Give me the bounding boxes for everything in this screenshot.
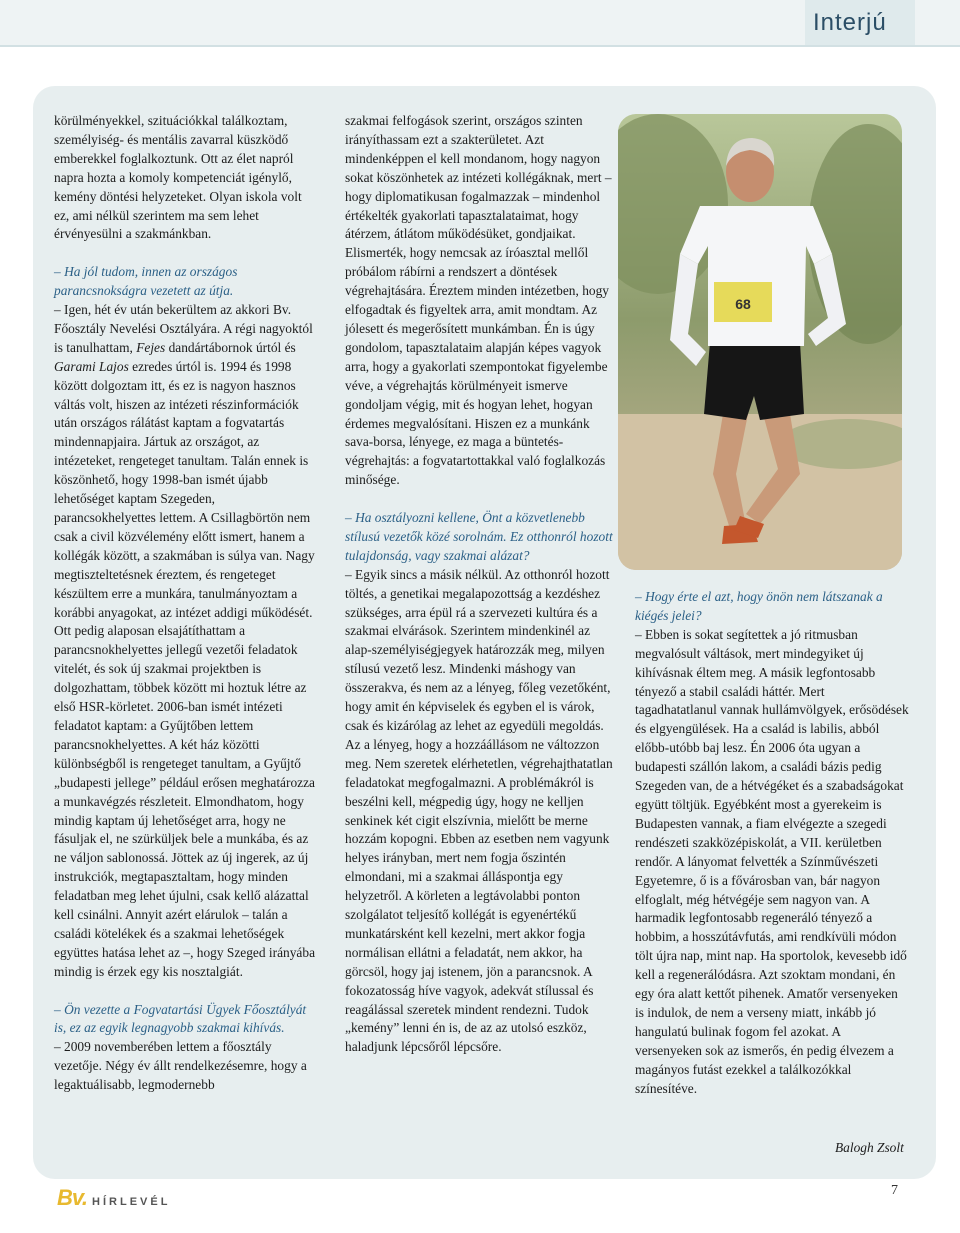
interview-question: – Ha osztályozni kellene, Önt a közvetlenebb stílusú vezetők közé sorolnám. Ez otthonról hozott tulajdonság, vagy szakmai alázat? bbox=[345, 510, 613, 563]
runner-photo bbox=[618, 114, 902, 570]
left-text-column bbox=[54, 112, 316, 1095]
section-label: Interjú bbox=[813, 9, 887, 36]
page-number: 7 bbox=[891, 1183, 898, 1198]
right-text-column bbox=[635, 588, 909, 1098]
bv-hirlevel-logo bbox=[57, 1185, 170, 1209]
interview-answer: – 2009 novemberében lettem a főosztály vezetője. Négy év állt rendelkezésemre, hogy a legaktuálisabb, legmodernebb bbox=[54, 1039, 307, 1093]
logo-mark: Bv. bbox=[57, 1185, 88, 1210]
middle-text-column bbox=[345, 112, 617, 1057]
paragraph: körülményekkel, szituációkkal találkoztam, személyiség- és mentális zavarral küszködő emberekkel foglalkoztunk. Ott az élet napról napra hozta a komoly kompetenciát igénylő, kemény döntési helyzeteket. Olyan iskola volt ez, ami nélkül szerintem ma sem lehet érvényesülni a szakmánkban. bbox=[54, 113, 302, 242]
bib-number: 68 bbox=[735, 296, 751, 312]
paragraph: szakmai felfogások szerint, országos szinten irányíthassam ezt a szakterületet. Azt mindenképpen el kell mondanom, hogy nagyon sokat köszönhetek az intézeti kollégáknak, mert – hogy diplomatikusan fogalmazzak – mindenhol értékelték gyakorlati tapasztalataimat, hogy átérzem, átlátom működésüket, gondjaikat. Elismerték, hogy nemcsak az íróasztal mellől próbálom rábírni a rendszert a döntések végrehajtására. Éreztem minden intézetben, hogy elfogadtak és figyeltek arra, amit mondtam. Az jólesett és megerősített munkámban. Én is úgy gondolom, tapasztalataim alapján képes vagyok arra, hogy a gyakorlati szempontokat figyelembe véve, a végrehajtás körülményeit ismerve gondoljam végig, mit és hogyan lehet, hogyan érdemes megvalósítani. Hiszen ez a munkánk sava-borsa, lényege, ez maga a büntetés-végrehajtás: a fogvatartottakkal való foglalkozás minősége. bbox=[345, 113, 612, 488]
interview-answer: – Egyik sincs a másik nélkül. Az otthonról hozott töltés, a genetikai megalapozottság a kezdéshez szükséges, arra épül rá a szervezeti kultúra és a szakmai elvárások. Szerintem mindenkinél az alap-személyiségjegyek határozzák meg, milyen stílusú vezető lesz. Mindenki máshogy van összerakva, és nem az a lényeg, főleg vezetőként, hogy amit én képviselek és egyben el is várok, csak és kizárólag az lehet az egyedüli megoldás. Az a lényeg, hogy a hozzáállásom ne változzon meg. Nem szeretek elérhetetlen, végrehajthatatlan feladatokat megfogalmazni. A problémákról is beszélni kell, mégpedig úgy, hogy ne kelljen senkinek két cigit elszívnia, mielőtt be merne hozzám kopogni. Ebben az esetben nem vagyunk helyes irányban, mert nem fogja őszintén elmondani, mi a szakmai álláspontja egy helyzetről. A körleten a legtávolabbi ponton szolgálatot teljesítő kollégát is egyenértékű munkatársként kell kezelni, mert akkor fogja normálisan ellátni a feladatát, nem akkor, ha görcsöl, hogy jaj istenem, jön a parancsnok. A fokozatosság híve vagyok, adekvát stílussal és reagálással szeretek mindent rendezni. Tudok „kemény” lenni én is, de az az utolsó eszköz, haladjunk lépcsőről lépcsőre. bbox=[345, 566, 613, 1055]
interview-question: – Hogy érte el azt, hogy önön nem látszanak a kiégés jelei? bbox=[635, 589, 883, 623]
header-rule bbox=[0, 45, 960, 47]
interview-answer: – Igen, hét év után bekerültem az akkori Bv. Főosztály Nevelési Osztályára. A régi nagyoktól is tanulhattam, Fejes dandártábornok úrtól és Garami Lajos ezredes úrtól is. 1994 és 1998 között dolgoztam itt, és ez is nagyon hasznos váltás volt, hiszen az intézeti részinformációk után országos rálátást kaptam a fogvatartás mindennapjaira. Jártuk az országot, az intézeteket, rengeteget tanultam. Talán ennek is köszönhető, hogy 1998-ban ismét újabb lehetőséget kaptam Szegeden, parancsokhelyettes lettem. A Csillagbörtön nem csak a civil közvélemény előtt ismert, hanem a kollégák között, a szakmában is súlya van. Nagy megtiszteltetésnek éreztem, és rengeteget készültem erre a munkára, tanulmányoztam a korábbi anyagokat, az intézet addigi működését. Ott pedig alaposan elsajátíthattam a parancsnokhelyettes jellegű vezetői feladatok vitelét, és sok új szakmai projektben is dolgozhattam, többek között mi hoztuk létre az első HSR-körletet. 2006-ban ismét intézeti feladatot kaptam: a Gyűjtőben lettem parancsnokhelyettes. A két ház közötti különbségből is rengeteget tanultam, a Gyűjtő „budapesti jellege” például erősen meghatározza a munkavégzés részleteit. Elmondhatom, hogy mindig kaptam új lehetőséget arra, hogy ne fásuljak el, ne szürküljek bele a munkába, és az ne váljon sablonossá. Jöttek az új ingerek, az új instrukciók, megtapasztaltam, hogy minden feladatban meg lehet újulni, csak kellő alázattal kell csinálni. Annyit azért elárulok – talán a családi kötelékek és a szakmai lehetőségek együttes hatása lehet az –, hogy Szeged irányába mindig is érzek egy kis nosztalgiát. bbox=[54, 302, 316, 979]
interview-question: – Ha jól tudom, innen az országos parancsnokságra vezetett az útja. bbox=[54, 264, 238, 299]
interview-question: – Ön vezette a Fogvatartási Ügyek Főosztályát is, ez az egyik legnagyobb szakmai kihívás. bbox=[54, 1001, 307, 1036]
interview-answer: – Ebben is sokat segítettek a jó ritmusban megvalósult váltások, mert mindegyiket új kihívásnak éltem meg. A másik legfontosabb tényező a stabil családi háttér. Mert tagadhatatlanul vannak hullámvölgyek, erősödések és elgyengülések. Ha a család is labilis, abból előbb-utóbb baj lesz. Én 2006 óta ugyan a budapesti szállón lakom, a családi bázis pedig Szegeden van, de a hétvégéket és a szabadságokat együtt töltjük. Egyébként most a gyerekeim is Budapesten vannak, a fiam elvégezte a szegedi rendészeti szakközépiskolát, a VII. kerületben rendőr. A lányomat felvették a Színművészeti Egyetemre, ő is a fővárosban van, bár nagyon elfoglalt, még hétvégéje sem nagyon van. A harmadik legfontosabb regeneráló tényező a hobbim, a hosszútávfutás, ami rendkívüli módon tölt újra nap, mint nap. Ha sportolok, kevesebb idő kell a regenerálódásra. Azt szoktam mondani, én egy óra alatt kettőt pihenek. Amatőr versenyeken is indulok, de nem a verseny miatt, inkább jó hangulatú bulinak fogom fel azokat. A versenyeken sok az ismerős, én pedig élvezem a magányos futást ezekkel a találkozókkal színesítéve. bbox=[635, 626, 909, 1096]
author-signature: Balogh Zsolt bbox=[835, 1140, 904, 1155]
logo-text: HÍRLEVÉL bbox=[92, 1196, 171, 1208]
